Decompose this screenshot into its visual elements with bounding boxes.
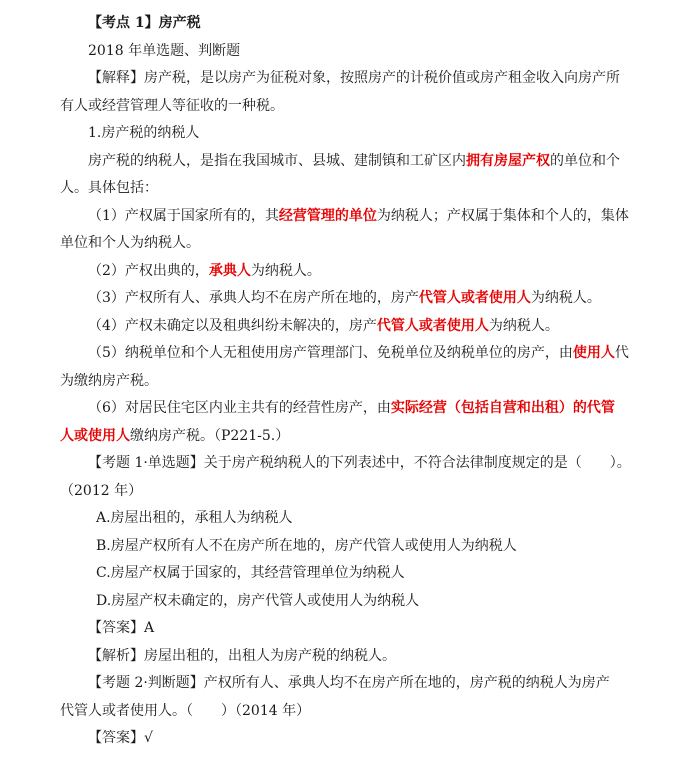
item-6-line-1 — [60, 395, 627, 423]
question-1-option-c: C.房屋产权属于国家的，其经营管理单位为纳税人 — [96, 565, 405, 581]
item-1-line-1 — [60, 203, 627, 231]
item-1-text: （1）产权属于国家所有的，其 — [88, 207, 279, 224]
item-2-text: （2）产权出典的， — [88, 262, 209, 279]
item-1-highlight: 经营管理的单位 — [278, 207, 377, 224]
definition-text-end: 的单位和个 — [550, 152, 620, 169]
question-1-option-a: A.房屋出租的，承租人为纳税人 — [96, 510, 293, 526]
question-2-stem-line-1: 【考题 2·判断题】产权所有人、承典人均不在房产所在地的，房产税的纳税人为房产 — [88, 675, 610, 691]
question-1-option-d: D.房屋产权未确定的，房产代管人或使用人为纳税人 — [96, 592, 420, 609]
explain-line-2: 有人或经营管理人等征收的一种税。 — [60, 97, 284, 114]
item-2-text-end: 为纳税人。 — [250, 262, 321, 279]
item-3-text-end: 为纳税人。 — [530, 290, 601, 306]
item-3-text: （3）产权所有人、承典人均不在房产所在地的，房产 — [88, 290, 419, 306]
question-1-analysis: 【解析】房屋出租的，出租人为房产税的纳税人。 — [88, 647, 396, 664]
item-6-line-2 — [60, 423, 627, 451]
item-6-highlight-cont: 人或使用人 — [60, 427, 130, 444]
item-1-text-end: 为纳税人；产权属于集体和个人的，集体 — [376, 207, 629, 224]
item-3-highlight: 代管人或者使用人 — [418, 290, 531, 306]
item-2-highlight: 承典人 — [208, 262, 251, 279]
definition-line-1 — [60, 148, 627, 176]
item-2 — [60, 258, 627, 286]
explain-line-1: 【解释】房产税，是以房产为征税对象，按照房产的计税价值或房产租金收入向房产所 — [88, 70, 620, 86]
item-5-text: （5）纳税单位和个人无租使用房产管理部门、免税单位及纳税单位的房产，由 — [88, 345, 573, 361]
question-1-option-b: B.房屋产权所有人不在房产所在地的，房产代管人或使用人为纳税人 — [96, 537, 517, 554]
item-4-text: （4）产权未确定以及租典纠纷未解决的，房产 — [88, 317, 377, 334]
section-1-title: 1.房产税的纳税人 — [88, 125, 200, 141]
question-1-answer: 【答案】A — [88, 620, 155, 636]
definition-highlight: 拥有房屋产权 — [466, 152, 550, 169]
question-2-answer: 【答案】√ — [88, 730, 153, 746]
item-1-line-2: 单位和个人为纳税人。 — [60, 235, 200, 251]
definition-line-2: 人。具体包括： — [60, 180, 158, 196]
item-6-text: （6）对居民住宅区内业主共有的经营性房产，由 — [88, 400, 391, 416]
section-heading: 【考点 1】房产税 — [88, 15, 201, 31]
section-subheading: 2018 年单选题、判断题 — [88, 42, 241, 59]
item-6-text-end: 缴纳房产税。（P221-5.） — [130, 427, 290, 444]
item-6-highlight: 实际经营（包括自营和出租）的代管 — [390, 400, 615, 416]
item-4-highlight: 代管人或者使用人 — [376, 317, 489, 334]
item-4 — [60, 313, 627, 341]
item-4-text-end: 为纳税人。 — [488, 317, 559, 334]
question-1-stem-line-2: （2012 年） — [60, 482, 143, 499]
item-5-text-end: 代 — [614, 345, 629, 361]
item-5-line-2: 为缴纳房产税。 — [60, 372, 158, 389]
question-1-stem-line-1: 【考题 1·单选题】关于房产税纳税人的下列表述中，不符合法律制度规定的是（ ）。 — [88, 455, 631, 471]
question-2-stem-line-2: 代管人或者使用人。（ ）（2014 年） — [60, 702, 311, 719]
item-5-highlight: 使用人 — [572, 345, 615, 361]
definition-text: 房产税的纳税人，是指在我国城市、县城、建制镇和工矿区内 — [88, 152, 466, 169]
item-5-line-1 — [60, 340, 627, 368]
item-3 — [60, 285, 627, 313]
